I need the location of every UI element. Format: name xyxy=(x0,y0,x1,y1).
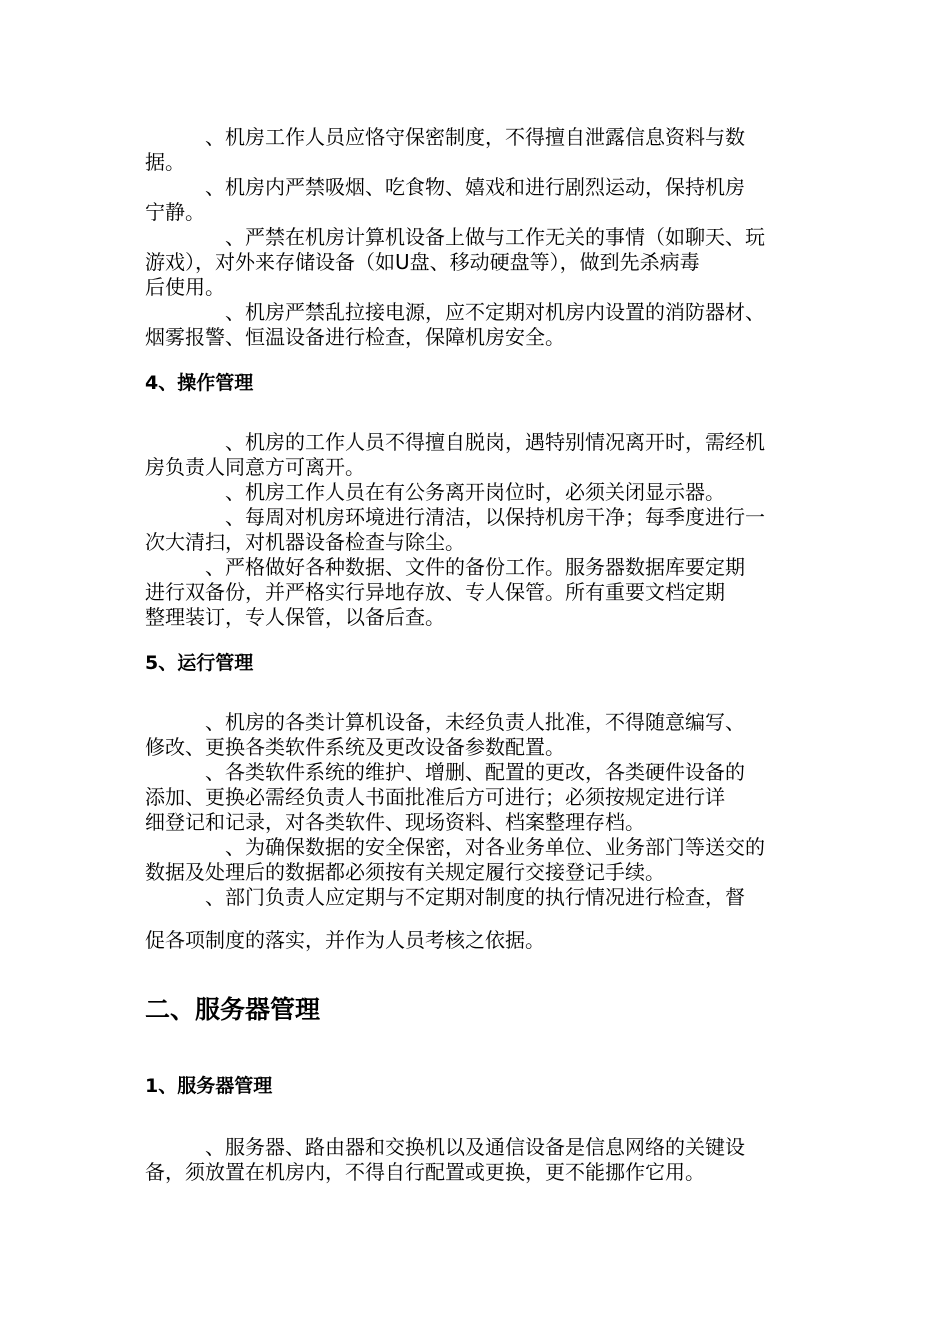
rule-paragraph xyxy=(145,480,810,505)
paragraph-line: 、为确保数据的安全保密，对各业务单位、业务部门等送交的 xyxy=(145,835,765,859)
paragraph-line: 、严格做好各种数据、文件的备份工作。服务器数据库要定期 xyxy=(145,555,745,579)
rule-paragraph xyxy=(145,928,810,953)
paragraph-line: 、服务器、路由器和交换机以及通信设备是信息网络的关键设 xyxy=(145,1135,745,1159)
paragraph-line: 据。 xyxy=(145,150,185,174)
paragraph-line: 房负责人同意方可离开。 xyxy=(145,455,365,479)
paragraph-line: 、各类软件系统的维护、增删、配置的更改，各类硬件设备的 xyxy=(145,760,745,784)
section-heading: 4、操作管理 xyxy=(145,372,254,394)
paragraph-line: 促各项制度的落实，并作为人员考核之依据。 xyxy=(145,928,545,952)
paragraph-line: 次大清扫，对机器设备检查与除尘。 xyxy=(145,530,465,554)
paragraph-line: 、严禁在机房计算机设备上做与工作无关的事情（如聊天、玩 xyxy=(145,225,765,249)
section-heading: 5、运行管理 xyxy=(145,652,254,674)
paragraph-line: 、机房内严禁吸烟、吃食物、嬉戏和进行剧烈运动，保持机房 xyxy=(145,175,745,199)
paragraph-line: 进行双备份，并严格实行异地存放、专人保管。所有重要文档定期 xyxy=(145,580,725,604)
paragraph-line: 数据及处理后的数据都必须按有关规定履行交接登记手续。 xyxy=(145,860,665,884)
paragraph-line: 游戏），对外来存储设备（如U盘、移动硬盘等），做到先杀病毒 xyxy=(145,250,700,274)
rule-paragraph xyxy=(145,885,810,910)
paragraph-line: 宁静。 xyxy=(145,200,205,224)
paragraph-line: 添加、更换必需经负责人书面批准后方可进行；必须按规定进行详 xyxy=(145,785,725,809)
paragraph-line: 、机房的工作人员不得擅自脱岗，遇特别情况离开时，需经机 xyxy=(145,430,765,454)
rule-paragraph xyxy=(145,760,810,835)
paragraph-line: 、机房工作人员应恪守保密制度，不得擅自泄露信息资料与数 xyxy=(145,125,745,149)
rule-paragraph xyxy=(145,835,810,885)
chapter-heading: 二、服务器管理 xyxy=(145,995,321,1024)
paragraph-line: 、部门负责人应定期与不定期对制度的执行情况进行检查，督 xyxy=(145,885,745,909)
paragraph-line: 后使用。 xyxy=(145,275,225,299)
paragraph-line: 、机房工作人员在有公务离开岗位时，必须关闭显示器。 xyxy=(145,480,725,504)
rule-paragraph xyxy=(145,175,810,225)
rule-paragraph xyxy=(145,430,810,480)
rule-paragraph xyxy=(145,225,810,300)
paragraph-line: 修改、更换各类软件系统及更改设备参数配置。 xyxy=(145,735,565,759)
paragraph-line: 整理装订，专人保管，以备后查。 xyxy=(145,605,445,629)
paragraph-line: 细登记和记录，对各类软件、现场资料、档案整理存档。 xyxy=(145,810,645,834)
paragraph-line: 、机房严禁乱拉接电源，应不定期对机房内设置的消防器材、 xyxy=(145,300,765,324)
paragraph-line: 、每周对机房环境进行清洁，以保持机房干净；每季度进行一 xyxy=(145,505,765,529)
paragraph-line: 、机房的各类计算机设备，未经负责人批准，不得随意编写、 xyxy=(145,710,745,734)
rule-paragraph xyxy=(145,1135,810,1185)
rule-paragraph xyxy=(145,505,810,555)
section-heading: 1、服务器管理 xyxy=(145,1075,273,1097)
rule-paragraph xyxy=(145,710,810,760)
paragraph-line: 烟雾报警、恒温设备进行检查，保障机房安全。 xyxy=(145,325,565,349)
rule-paragraph xyxy=(145,125,810,175)
rule-paragraph xyxy=(145,555,810,630)
paragraph-line: 备，须放置在机房内，不得自行配置或更换，更不能挪作它用。 xyxy=(145,1160,705,1184)
rule-paragraph xyxy=(145,300,810,350)
